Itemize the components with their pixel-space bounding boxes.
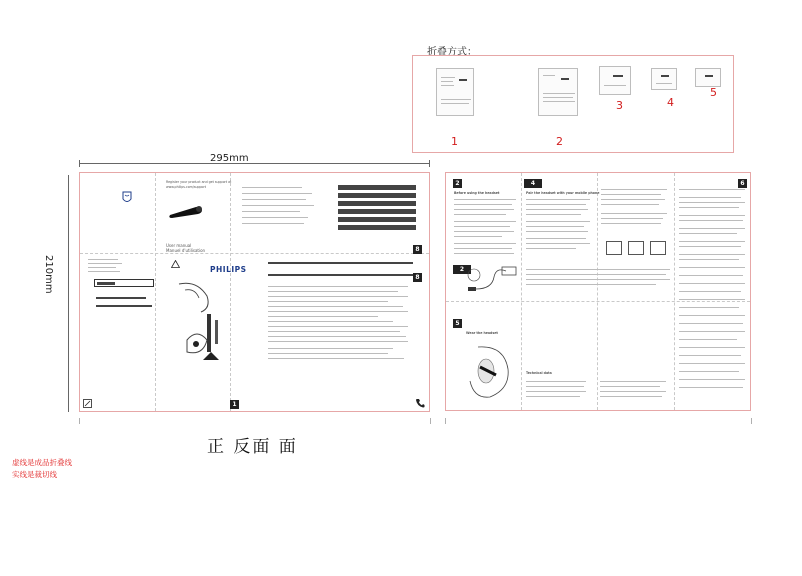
- support-website: www.philips.com/support: [166, 185, 207, 189]
- phone-icon: [415, 398, 425, 408]
- crop-mark: [445, 418, 446, 424]
- warning-icon: [171, 260, 180, 268]
- slash-icon: [83, 399, 92, 408]
- tip-box-1: [94, 279, 154, 287]
- fold-step-1-thumbnail: [436, 68, 474, 116]
- earpiece-illustration: [167, 278, 233, 366]
- fold-step-3-thumbnail: [599, 66, 631, 95]
- pair-heading: Pair the headset with your mobile phone: [526, 191, 600, 195]
- height-dimension-line: [68, 175, 69, 412]
- charging-illustration: [466, 257, 518, 301]
- crop-mark: [751, 418, 752, 424]
- wear-headset-illustration: [460, 341, 516, 401]
- crop-mark: [79, 418, 80, 424]
- fold-step-3-number: 3: [616, 99, 623, 112]
- fold-step-5-thumbnail: [695, 68, 721, 87]
- width-dimension-line: [79, 163, 430, 164]
- height-dimension-label: 210mm: [43, 255, 54, 294]
- fold-step-4-number: 4: [667, 96, 674, 109]
- product-label-user-manual: User manual: [166, 243, 192, 248]
- section-badge-8-top: 8: [413, 245, 422, 254]
- pair-notes: [526, 269, 672, 297]
- section-badge-5: 5: [453, 319, 462, 328]
- before-use-heading: Before using the headset: [454, 191, 500, 195]
- tip-line-2: [94, 295, 154, 301]
- tip-line-3: [94, 303, 154, 309]
- section-badge-1: 1: [230, 400, 239, 409]
- solid-line-note: 实线是裁切线: [12, 470, 57, 479]
- section-badge-6: 6: [738, 179, 747, 188]
- specs-table: [526, 373, 672, 403]
- phone-screen-2: [628, 241, 644, 255]
- specs-heading: Technical data: [526, 371, 552, 375]
- fold-steps-frame: [412, 55, 734, 153]
- upside-down-instructions-panel: [238, 258, 424, 398]
- crop-mark: [430, 418, 431, 424]
- fold-step-5-number: 5: [710, 86, 717, 99]
- back-side-sheet: [445, 172, 751, 411]
- fold-step-2-thumbnail: [538, 68, 578, 116]
- upside-down-table-panel: [238, 183, 418, 247]
- specs-text-column: [679, 189, 747, 399]
- philips-shield-logo: [122, 191, 132, 205]
- register-line: Register your product and get support at: [166, 180, 232, 184]
- fold-step-1-number: 1: [451, 135, 458, 148]
- print-side-label: 正 反面 面: [207, 437, 298, 457]
- phone-screen-3: [650, 241, 666, 255]
- fold-step-2-number: 2: [556, 135, 563, 148]
- headset-product-image: [166, 201, 206, 221]
- section-badge-8-bottom: 8: [413, 273, 422, 282]
- philips-wordmark: PHILIPS: [210, 265, 247, 274]
- wear-heading: Wear the headset: [466, 331, 498, 335]
- width-dimension-label: 295mm: [210, 153, 249, 164]
- dashed-line-note: 虚线是成品折叠线: [12, 458, 72, 467]
- fold-step-4-thumbnail: [651, 68, 677, 90]
- charge-badge: 2: [453, 265, 471, 274]
- product-label-manuel: Manuel d'utilisation: [166, 248, 206, 253]
- section-badge-2: 2: [453, 179, 462, 188]
- phone-screen-1: [606, 241, 622, 255]
- pair-text-col-2: [601, 189, 669, 269]
- fold-method-title: 折叠方式：: [427, 47, 477, 58]
- front-side-sheet: [79, 172, 430, 412]
- section-badge-4: 4: [524, 179, 542, 188]
